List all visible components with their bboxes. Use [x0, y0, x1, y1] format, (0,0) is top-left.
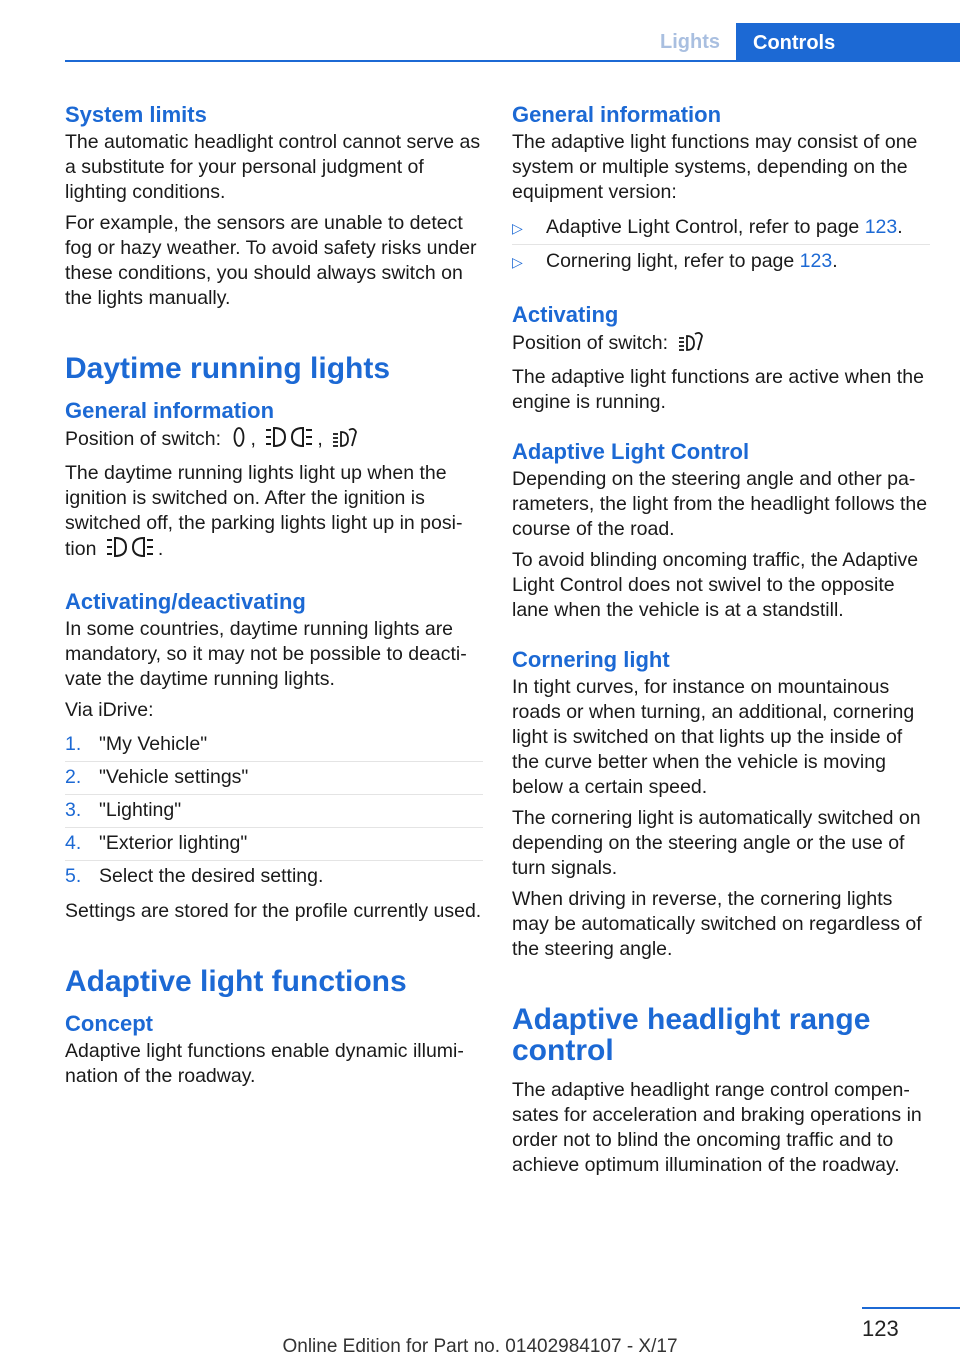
page-link[interactable]: 123 [864, 216, 898, 238]
general-info-heading: General information [512, 102, 722, 127]
automatic-headlight-icon [332, 426, 358, 455]
cornering-heading: Cornering light [512, 647, 670, 672]
list-item: 4. "Exterior lighting" [65, 828, 483, 861]
list-item: 3. "Lighting" [65, 795, 483, 828]
parking-lights-icon [265, 426, 313, 455]
header-rule [65, 60, 960, 62]
automatic-headlight-icon [678, 330, 704, 359]
edition-footer: Online Edition for Part no. 01402984107 - X/17 [282, 1336, 678, 1357]
adaptive-light-functions-heading: Adaptive light functions [65, 965, 407, 998]
switch-off-icon [231, 426, 247, 455]
list-item: 2. "Vehicle settings" [65, 762, 483, 795]
concept-heading: Concept [65, 1011, 153, 1036]
tab-controls[interactable]: Controls [736, 23, 960, 62]
via-idrive: Via iDrive: [65, 699, 154, 721]
cornering-p2: The cornering light is automatically switched on depending on the steering angle or the use of turn signals. [512, 807, 921, 879]
right-column [512, 100, 930, 1184]
comma: , [317, 428, 323, 450]
activating-heading: Activating [512, 302, 619, 327]
daytime-heading: Daytime running lights [65, 352, 391, 385]
system-limits-heading: System limits [65, 102, 207, 127]
settings-note: Settings are stored for the profile currently used. [65, 900, 482, 922]
page-number-rule [862, 1307, 960, 1309]
position-label: Position of switch: [65, 428, 222, 450]
daytime-general-heading: General information [65, 398, 275, 423]
activating-position-line: Position of switch: [512, 330, 930, 359]
daytime-p1: The daytime running lights light up when the ignition is switched on. After the ignition is switched off, the parking lights light up in position . [65, 461, 483, 565]
alc-p1: Depending on the steering angle and other parameters, the light from the headlight follows the course of the road. [512, 468, 928, 540]
equipment-list [512, 211, 930, 278]
list-item: ▷ Adaptive Light Control, refer to page 123. [512, 211, 930, 245]
page-number: 123 [862, 1316, 899, 1341]
general-info-p1: The adaptive light functions may consist of one system or multiple systems, depending on the equipment version: [512, 131, 918, 203]
system-limits-p1: The automatic headlight control cannot serve as a substitute for your personal judgment of lighting conditions. [65, 131, 481, 203]
activating-deactivating-heading: Activating/deactivating [65, 589, 306, 614]
cornering-p1: In tight curves, for instance on mountainous roads or when turning, an additional, cornering light is switched on that lights up the inside of the curve better when the vehicle is moving below a certain speed. [512, 676, 915, 798]
idrive-steps [65, 729, 483, 893]
cornering-p3: When driving in reverse, the cornering lights may be automatically switched on regardless of the steering angle. [512, 888, 922, 960]
system-limits-p2: For example, the sensors are unable to detect fog or hazy weather. To avoid safety risks under these conditions, you should always switch on the lights manually. [65, 212, 477, 309]
daytime-position-line [65, 426, 483, 455]
alc-heading: Adaptive Light Control [512, 439, 750, 464]
concept-p: Adaptive light functions enable dynamic illumination of the roadway. [65, 1040, 464, 1087]
comma: , [250, 428, 256, 450]
left-column [65, 100, 483, 1095]
activating-p1: The adaptive light functions are active when the engine is running. [512, 366, 924, 413]
page-link[interactable]: 123 [799, 250, 833, 272]
list-item: 1. "My Vehicle" [65, 729, 483, 762]
range-control-heading: Adaptive headlight range control [512, 1003, 871, 1067]
alc-p2: To avoid blinding oncoming traffic, the Adaptive Light Control does not swivel to the opposite lane when the vehicle is at a standstill. [512, 549, 919, 621]
activating-deactivating-p: In some countries, daytime running lights are mandatory, so it may not be possible to deactivate the daytime running lights. [65, 618, 467, 690]
tab-lights[interactable]: Lights [660, 31, 720, 53]
list-item: ▷ Cornering light, refer to page 123. [512, 250, 838, 272]
parking-lights-icon [106, 536, 154, 565]
list-item: 5. Select the desired setting. [65, 865, 324, 887]
range-control-p1: The adaptive headlight range control compensates for acceleration and braking operations in order not to blind the oncoming traffic and to achieve optimum illumination of the roadway. [512, 1079, 922, 1176]
